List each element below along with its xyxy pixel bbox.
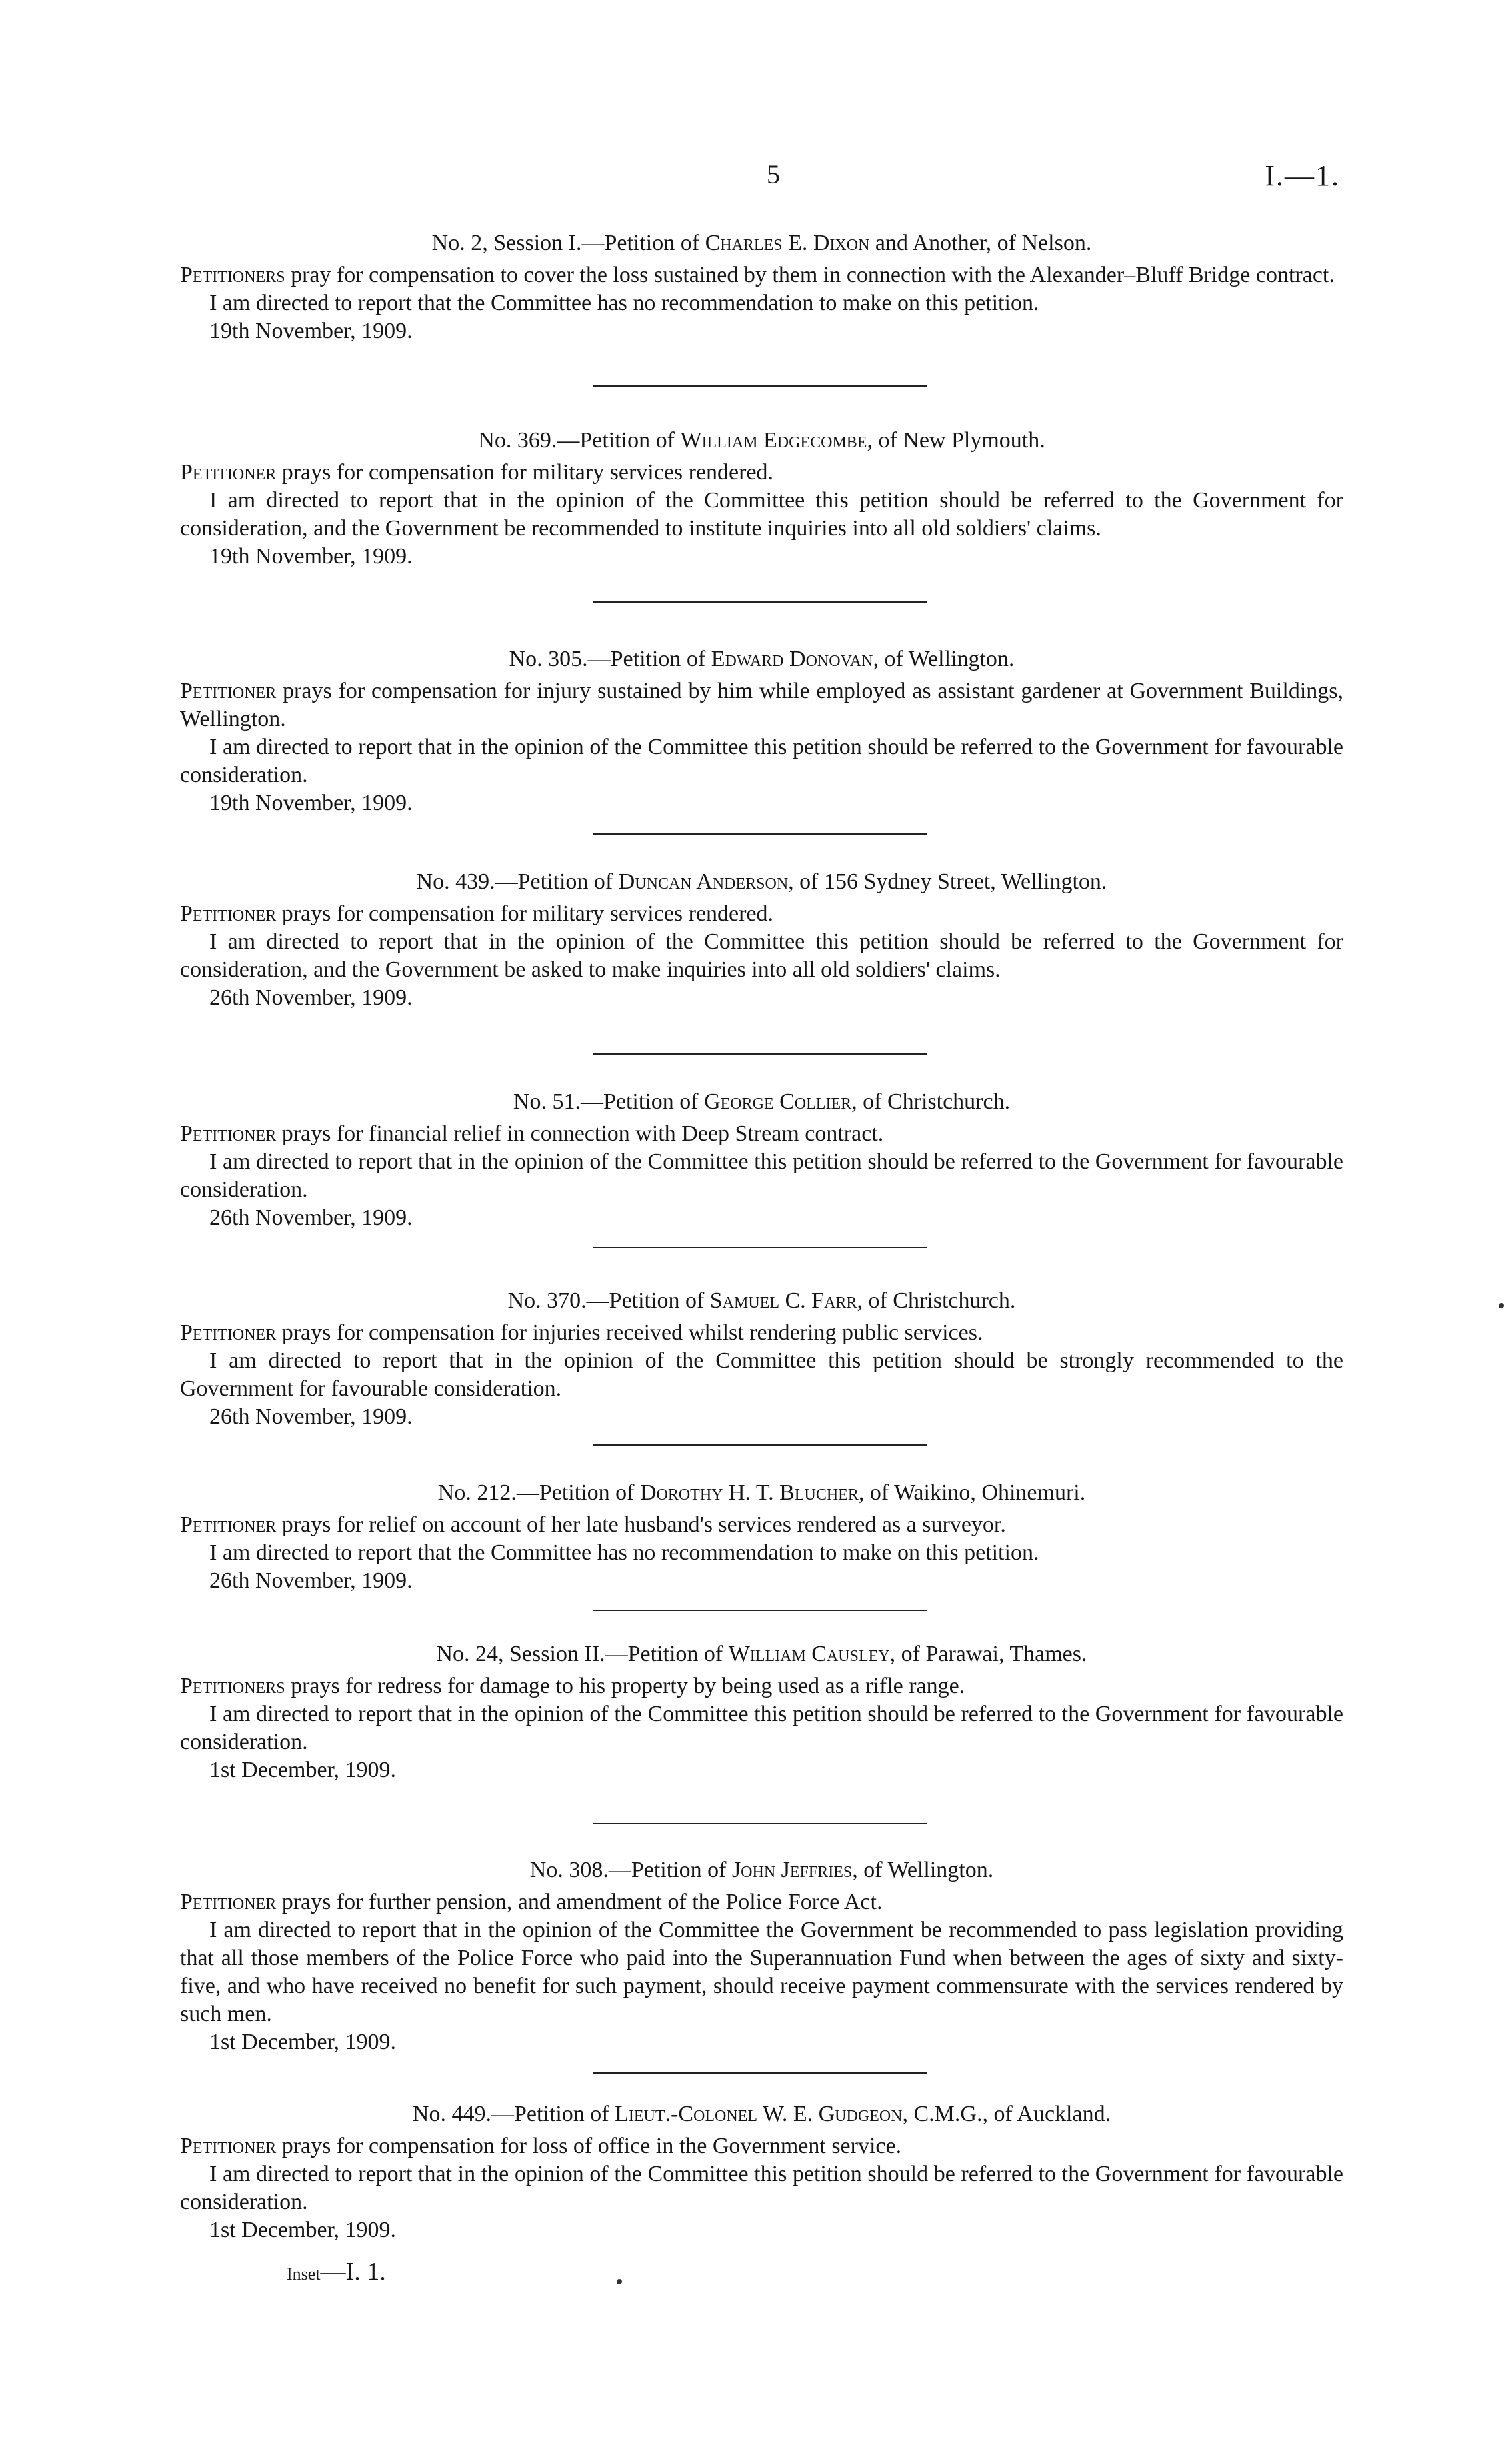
petitioner-place: , of Christchurch.	[857, 1288, 1016, 1313]
petitioner-name: William Causley	[728, 1642, 890, 1666]
committee-report: I am directed to report that in the opinion of the Committee this petition should be referred to the Government for consideration, and the Government be recommended to institute inquiries into all old soldiers' claims.	[180, 488, 1343, 541]
petitioner-name: Lieut.-Colonel W. E. Gudgeon	[615, 2102, 903, 2126]
petition-entry	[180, 1640, 1343, 1784]
prayer-lead: Petitioner	[180, 1121, 277, 1146]
report-date: 26th November, 1909.	[209, 1568, 413, 1593]
committee-report: I am directed to report that in the opinion of the Committee this petition should be referred to the Government for consideration, and the Government be asked to make inquiries into all old soldiers' claims.	[180, 929, 1343, 982]
page-number: 5	[767, 159, 780, 189]
petition-entry	[180, 229, 1343, 345]
petition-number: No. 51.	[513, 1089, 581, 1114]
prayer-text: prays for compensation for military services rendered.	[281, 460, 774, 485]
petition-number: No. 24, Session II.	[436, 1642, 605, 1666]
petitioner-place: , of Waikino, Ohinemuri.	[858, 1480, 1086, 1505]
petition-heading: No. 370.—Petition of Samuel C. Farr, of Christchurch.	[507, 1288, 1016, 1313]
petition-prayer	[180, 2132, 1343, 2160]
petition-prayer	[180, 459, 1343, 487]
section-divider	[593, 385, 927, 387]
petitioner-name: Duncan Anderson	[618, 869, 789, 894]
committee-report: I am directed to report that in the opinion of the Committee this petition should be referred to the Government for favourable consideration.	[180, 1149, 1343, 1202]
petition-number: No. 305.	[509, 647, 588, 671]
petition-entry	[180, 1856, 1343, 2056]
report-date: 19th November, 1909.	[209, 319, 413, 343]
committee-report: I am directed to report that in the opinion of the Committee the Government be recommended to pass legislation providing that all those members of the Police Force who paid into the Superannuation Fund when between the ages of sixty and sixty-five, and who have received no benefit for such payment, should receive payment commensurate with the services rendered by such men.	[180, 1918, 1343, 2026]
petition-heading: No. 2, Session I.—Petition of Charles E. Dixon and Another, of Nelson.	[431, 231, 1092, 255]
print-speck	[1499, 1303, 1504, 1308]
petitioner-name: George Collier	[704, 1089, 852, 1114]
inset-reference	[287, 2257, 386, 2286]
petition-prayer	[180, 1672, 1343, 1700]
paper-reference: I.—1.	[1265, 159, 1340, 192]
prayer-text: prays for compensation for injuries received whilst rendering public services.	[281, 1320, 983, 1345]
petitioner-place: , of Christchurch.	[851, 1089, 1011, 1114]
inset-ref: —I. 1.	[320, 2258, 386, 2286]
petitioner-name: Dorothy H. T. Blucher	[639, 1480, 859, 1505]
prayer-lead: Petitioner	[180, 1890, 277, 1914]
petition-number: No. 439.	[416, 869, 495, 894]
petition-heading: No. 305.—Petition of Edward Donovan, of Wellington.	[509, 647, 1015, 671]
petition-heading: No. 308.—Petition of John Jeffries, of Wellington.	[529, 1858, 994, 1882]
section-divider	[593, 1444, 927, 1446]
report-date: 19th November, 1909.	[209, 544, 413, 569]
report-date: 19th November, 1909.	[209, 791, 413, 815]
petition-heading: No. 439.—Petition of Duncan Anderson, of 156 Sydney Street, Wellington.	[416, 869, 1107, 894]
prayer-text: prays for compensation for injury sustained by him while employed as assistant gardener at Government Buildings, Wellington.	[180, 679, 1343, 731]
prayer-text: prays for financial relief in connection with Deep Stream contract.	[281, 1121, 884, 1146]
report-date: 26th November, 1909.	[209, 1404, 413, 1429]
petition-heading: No. 449.—Petition of Lieut.-Colonel W. E. Gudgeon, C.M.G., of Auckland.	[412, 2102, 1111, 2126]
prayer-lead: Petitioner	[180, 679, 277, 703]
committee-report: I am directed to report that in the opinion of the Committee this petition should be referred to the Government for favourable consideration.	[180, 735, 1343, 787]
prayer-text: prays for redress for damage to his property by being used as a rifle range.	[291, 1674, 965, 1698]
section-divider	[593, 1247, 927, 1248]
petition-prayer	[180, 1319, 1343, 1347]
committee-report: I am directed to report that in the opinion of the Committee this petition should be strongly recommended to the Government for favourable consideration.	[180, 1348, 1343, 1401]
petitioner-name: Charles E. Dixon	[705, 231, 870, 255]
section-divider	[593, 1610, 927, 1611]
prayer-lead: Petitioners	[180, 1674, 285, 1698]
prayer-lead: Petitioners	[180, 263, 285, 287]
committee-report: I am directed to report that in the opinion of the Committee this petition should be referred to the Government for favourable consideration.	[180, 2162, 1343, 2214]
inset-label: Inset	[287, 2264, 321, 2284]
prayer-lead: Petitioner	[180, 460, 277, 485]
petition-number: No. 449.	[412, 2102, 491, 2126]
report-date: 26th November, 1909.	[209, 1205, 413, 1230]
section-divider	[593, 601, 927, 603]
report-date: 1st December, 1909.	[209, 2030, 397, 2054]
prayer-text: prays for further pension, and amendment of the Police Force Act.	[281, 1890, 883, 1914]
petitioner-name: William Edgecombe	[680, 428, 867, 453]
petition-entry	[180, 645, 1343, 817]
committee-report: I am directed to report that the Committee has no recommendation to make on this petition.	[209, 291, 1039, 315]
petition-entry	[180, 868, 1343, 1012]
print-speck	[617, 2279, 622, 2284]
petitioner-place: , of Wellington.	[873, 647, 1015, 671]
committee-report: I am directed to report that in the opinion of the Committee this petition should be referred to the Government for favourable consideration.	[180, 1702, 1343, 1754]
prayer-lead: Petitioner	[180, 901, 277, 926]
committee-report: I am directed to report that the Committee has no recommendation to make on this petition.	[209, 1540, 1039, 1565]
petition-prayer	[180, 677, 1343, 733]
prayer-lead: Petitioner	[180, 2134, 277, 2158]
section-divider	[593, 1823, 927, 1824]
petition-heading: No. 24, Session II.—Petition of William Causley, of Parawai, Thames.	[436, 1642, 1087, 1666]
prayer-lead: Petitioner	[180, 1320, 277, 1345]
petition-prayer	[180, 1120, 1343, 1148]
petition-prayer	[180, 1888, 1343, 1916]
petition-prayer	[180, 261, 1343, 289]
petitioner-name: Samuel C. Farr	[709, 1288, 857, 1313]
petitioner-place: and Another, of Nelson.	[875, 231, 1092, 255]
petition-number: No. 369.	[478, 428, 557, 453]
petitioner-place: , of New Plymouth.	[867, 428, 1045, 453]
report-date: 1st December, 1909.	[209, 1758, 397, 1782]
petitioner-name: John Jeffries	[731, 1858, 853, 1882]
petitioner-place: , of Wellington.	[852, 1858, 994, 1882]
petitioner-place: , of Parawai, Thames.	[889, 1642, 1087, 1666]
petition-entry	[180, 1479, 1343, 1595]
petition-number: No. 2, Session I.	[431, 231, 582, 255]
petition-entry	[180, 1287, 1343, 1431]
petition-entry	[180, 2100, 1343, 2244]
petitioner-name: Edward Donovan	[711, 647, 873, 671]
section-divider	[593, 833, 927, 835]
prayer-text: pray for compensation to cover the loss sustained by them in connection with the Alexander–Bluff Bridge contract.	[291, 263, 1335, 287]
petition-prayer	[180, 900, 1343, 928]
petition-prayer	[180, 1511, 1343, 1539]
section-divider	[593, 1053, 927, 1055]
report-date: 1st December, 1909.	[209, 2218, 397, 2242]
petition-entry	[180, 427, 1343, 571]
petition-number: No. 212.	[437, 1480, 517, 1505]
section-divider	[593, 2072, 927, 2074]
prayer-lead: Petitioner	[180, 1512, 277, 1537]
petition-entry	[180, 1088, 1343, 1232]
petition-number: No. 308.	[529, 1858, 609, 1882]
petitioner-place: , C.M.G., of Auckland.	[902, 2102, 1111, 2126]
petition-heading: No. 212.—Petition of Dorothy H. T. Blucher, of Waikino, Ohinemuri.	[437, 1480, 1086, 1505]
report-date: 26th November, 1909.	[209, 985, 413, 1010]
petition-heading: No. 369.—Petition of William Edgecombe, of New Plymouth.	[478, 428, 1045, 453]
prayer-text: prays for relief on account of her late husband's services rendered as a surveyor.	[281, 1512, 1006, 1537]
petitioner-place: , of 156 Sydney Street, Wellington.	[788, 869, 1107, 894]
petition-number: No. 370.	[507, 1288, 587, 1313]
prayer-text: prays for compensation for loss of office in the Government service.	[281, 2134, 902, 2158]
prayer-text: prays for compensation for military services rendered.	[281, 901, 774, 926]
petition-heading: No. 51.—Petition of George Collier, of Christchurch.	[513, 1089, 1011, 1114]
